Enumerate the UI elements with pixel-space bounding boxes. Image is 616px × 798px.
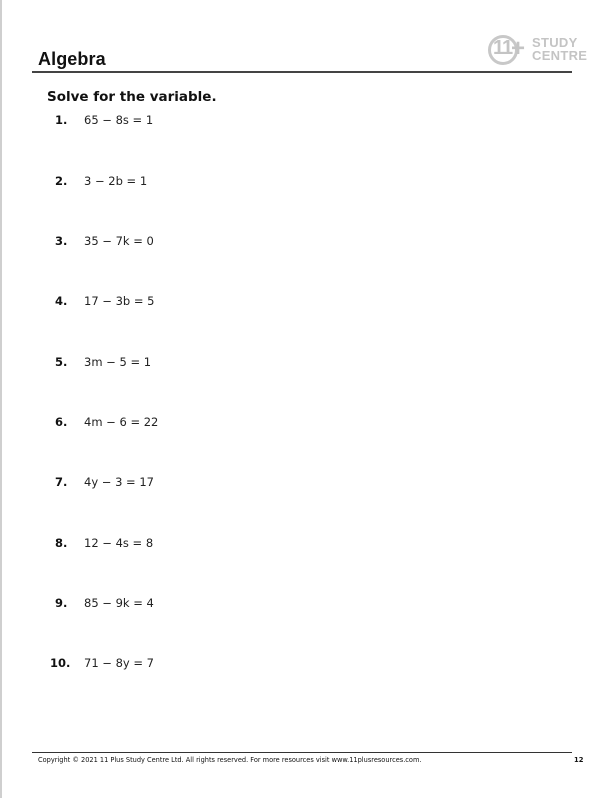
question-number: 6. bbox=[55, 415, 68, 429]
question-equation: 3m − 5 = 1 bbox=[84, 355, 152, 369]
question-number: 5. bbox=[55, 355, 68, 369]
footer-divider bbox=[32, 752, 572, 753]
question-equation: 3 − 2b = 1 bbox=[84, 174, 148, 188]
logo-text bbox=[532, 36, 587, 62]
question-equation: 85 − 9k = 4 bbox=[84, 596, 154, 610]
question-equation: 71 − 8y = 7 bbox=[84, 656, 154, 670]
logo-text-line1: STUDY bbox=[532, 35, 578, 50]
logo-plus-icon: + bbox=[511, 35, 526, 62]
question-item bbox=[0, 355, 400, 373]
question-item bbox=[0, 234, 400, 252]
question-number: 1. bbox=[55, 113, 68, 127]
question-item bbox=[0, 596, 400, 614]
footer-copyright: Copyright © 2021 11 Plus Study Centre Ltd. All rights reserved. For more resources visit www.11plusresources.com. bbox=[38, 756, 422, 764]
question-equation: 65 − 8s = 1 bbox=[84, 113, 154, 127]
logo-text-line2: CENTRE bbox=[532, 48, 588, 63]
study-centre-logo bbox=[488, 34, 592, 70]
question-item bbox=[0, 174, 400, 192]
question-number: 10. bbox=[50, 656, 71, 670]
header-divider bbox=[32, 71, 572, 73]
page-title: Algebra bbox=[38, 49, 106, 69]
question-item bbox=[0, 113, 400, 131]
question-number: 3. bbox=[55, 234, 68, 248]
question-number: 8. bbox=[55, 536, 68, 550]
instructions: Solve for the variable. bbox=[47, 89, 217, 105]
question-item bbox=[0, 475, 400, 493]
question-equation: 17 − 3b = 5 bbox=[84, 294, 155, 308]
question-number: 7. bbox=[55, 475, 68, 489]
question-number: 9. bbox=[55, 596, 68, 610]
question-equation: 4y − 3 = 17 bbox=[84, 475, 154, 489]
page-number: 12 bbox=[574, 756, 584, 764]
question-equation: 35 − 7k = 0 bbox=[84, 234, 154, 248]
question-number: 2. bbox=[55, 174, 68, 188]
logo-number: 11 bbox=[493, 37, 513, 59]
question-item bbox=[0, 415, 400, 433]
question-item bbox=[0, 656, 400, 674]
question-equation: 12 − 4s = 8 bbox=[84, 536, 154, 550]
question-item bbox=[0, 294, 400, 312]
question-equation: 4m − 6 = 22 bbox=[84, 415, 159, 429]
question-number: 4. bbox=[55, 294, 68, 308]
question-item bbox=[0, 536, 400, 554]
